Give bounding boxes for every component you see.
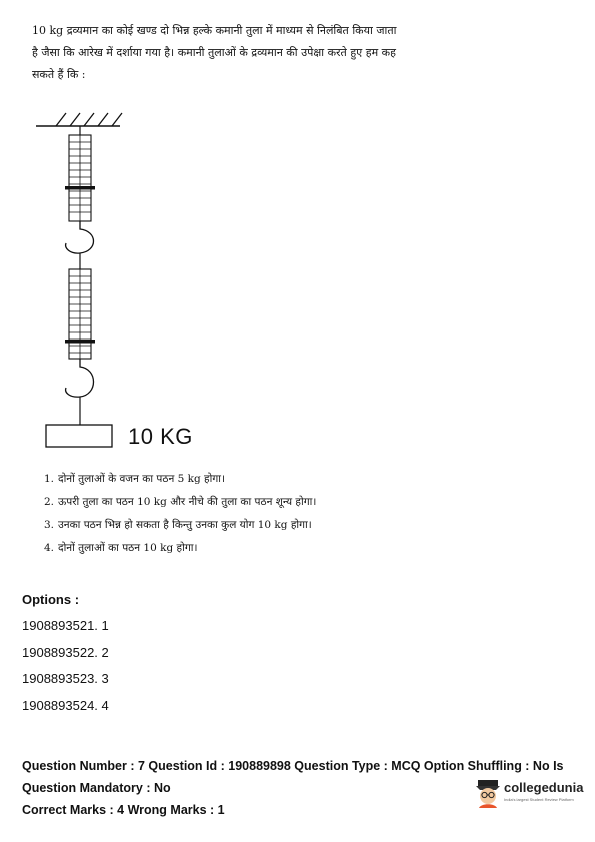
statement-list — [44, 468, 316, 560]
options-heading: Options : — [22, 592, 80, 607]
metadata-line: Correct Marks : 4 Wrong Marks : 1 — [22, 803, 225, 817]
question-line: 10 kg द्रव्यमान का कोई खण्ड दो भिन्न हल्के कमानी तुला में माध्यम से निलंबित किया जाता — [32, 24, 397, 37]
option-item: 1908893522. 2 — [22, 644, 109, 660]
statement-item — [44, 537, 316, 560]
options-list — [22, 617, 109, 723]
option-item: 1908893521. 1 — [22, 618, 109, 633]
upper-spring-balance — [65, 135, 95, 221]
statement-number: 2. — [44, 496, 55, 508]
mass-hook — [66, 359, 94, 397]
spring-balance-diagram — [28, 105, 228, 455]
brand-tagline: India's largest Student Review Platform — [504, 797, 574, 802]
lower-pointer — [65, 340, 95, 344]
metadata-line: Question Number : 7 Question Id : 190889898 Question Type : MCQ Option Shuffling : No Is — [22, 759, 564, 773]
question-text — [32, 20, 452, 86]
statement-item — [44, 514, 316, 537]
option-item: 1908893524. 4 — [22, 697, 109, 713]
question-line: सकते हैं कि : — [32, 68, 86, 81]
question-line: है जैसा कि आरेख में दर्शाया गया है। कमानी तुलाओं के द्रव्यमान की उपेक्षा करते हुए हम कह — [32, 46, 396, 59]
statement-item — [44, 468, 316, 491]
brand-logo — [474, 776, 584, 812]
mass-label: 10 KG — [128, 424, 193, 449]
statement-text: दोनों तुलाओं का पठन 10 kg होगा। — [58, 542, 198, 554]
connecting-hook — [66, 221, 94, 253]
mascot-icon — [474, 778, 502, 810]
statement-item — [44, 491, 316, 514]
upper-pointer — [65, 186, 95, 190]
option-item: 1908893523. 3 — [22, 671, 109, 686]
statement-text: ऊपरी तुला का पठन 10 kg और नीचे की तुला का पठन शून्य होगा। — [58, 496, 317, 508]
statement-number: 1. — [44, 473, 55, 485]
statement-number: 4. — [44, 542, 55, 554]
statement-text: उनका पठन भिन्न हो सकता है किन्तु उनका कुल योग 10 kg होगा। — [58, 519, 312, 531]
ceiling-hatching — [56, 113, 122, 126]
lower-spring-balance — [65, 269, 95, 359]
brand-name: collegedunia — [504, 780, 584, 795]
mass-block — [46, 425, 112, 447]
metadata-line: Question Mandatory : No — [22, 781, 171, 795]
statement-text: दोनों तुलाओं के वजन का पठन 5 kg होगा। — [58, 473, 225, 485]
statement-number: 3. — [44, 519, 55, 531]
